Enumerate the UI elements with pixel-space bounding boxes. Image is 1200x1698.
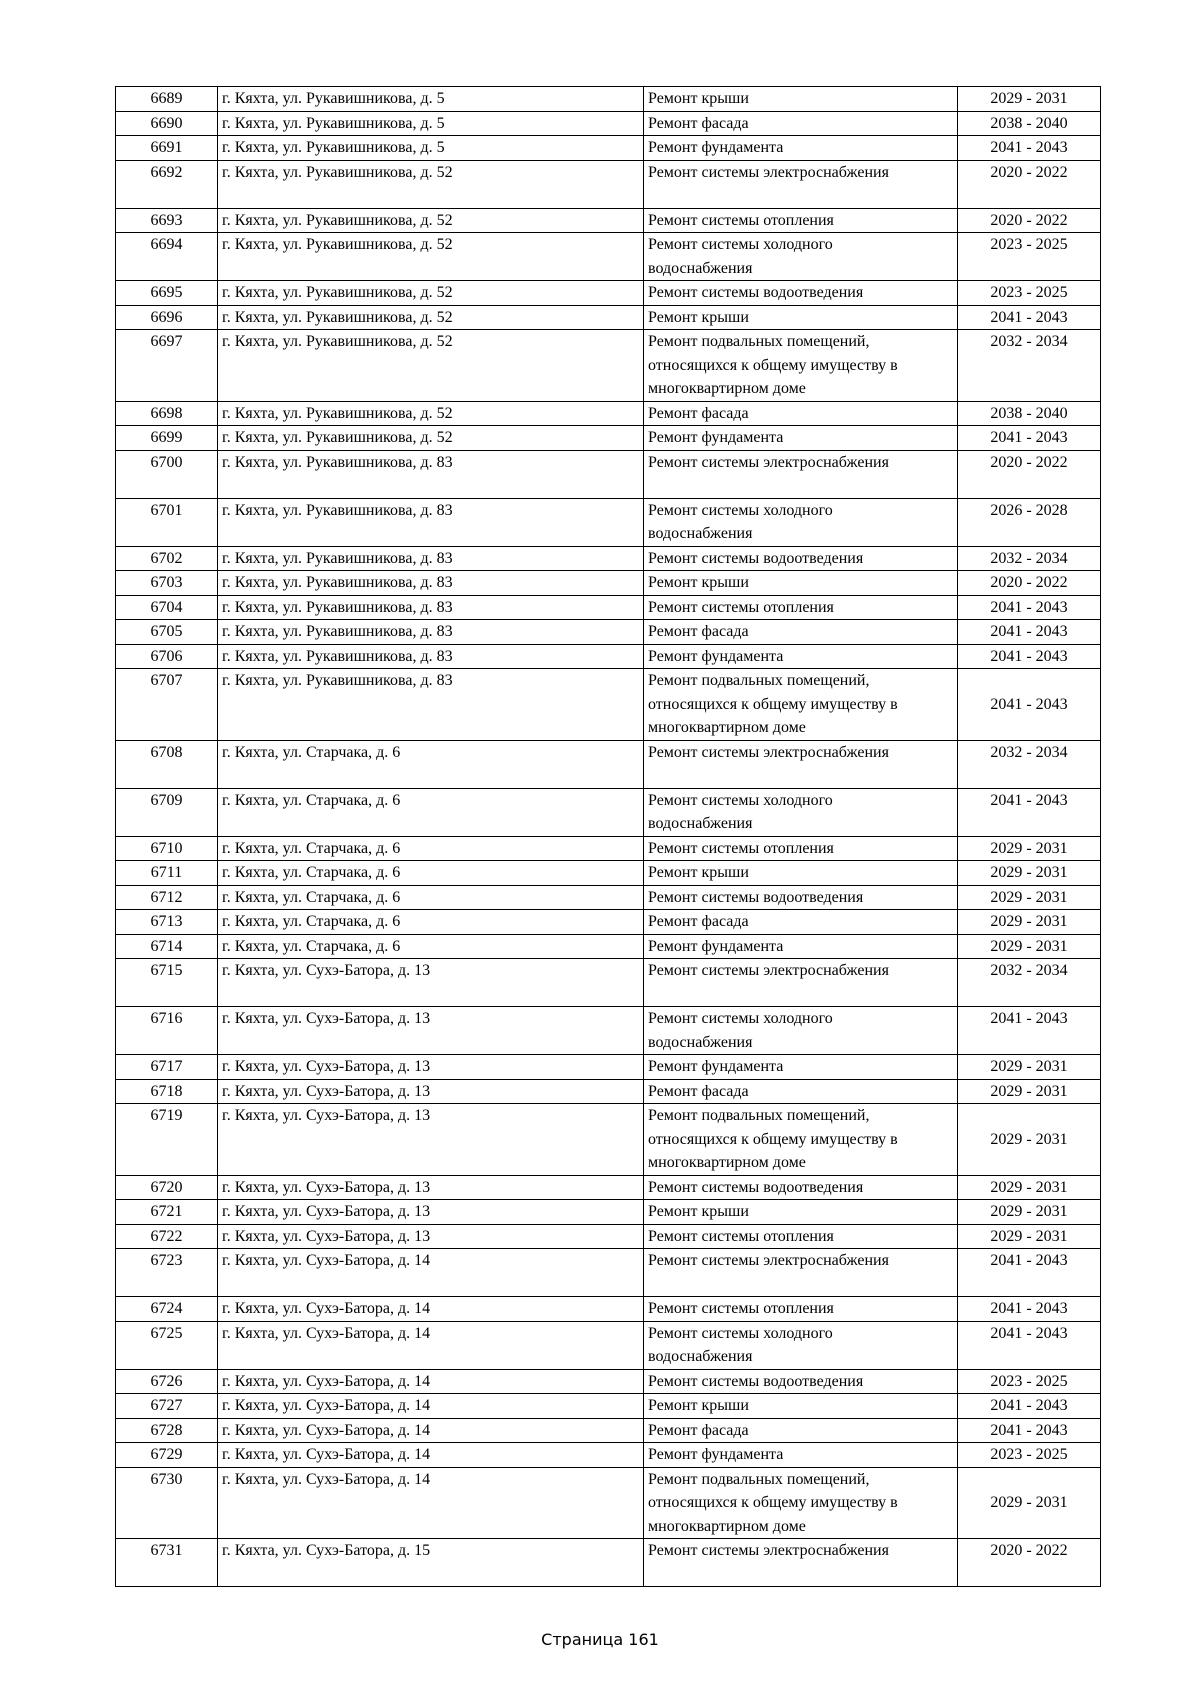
work-type-cell: Ремонт системы водоотведения	[644, 1175, 958, 1200]
work-type-cell: Ремонт фундамента	[644, 1055, 958, 1080]
work-type-cell: Ремонт фасада	[644, 401, 958, 426]
address-cell: г. Кяхта, ул. Рукавишникова, д. 83	[218, 571, 644, 596]
work-type-cell: Ремонт подвальных помещений, относящихся к общему имуществу в многоквартирном доме	[644, 330, 958, 402]
work-type-cell: Ремонт фасада	[644, 910, 958, 935]
period-cell: 2041 - 2043	[958, 1394, 1101, 1419]
work-type-cell: Ремонт системы холодного водоснабжения	[644, 1007, 958, 1055]
address-cell: г. Кяхта, ул. Рукавишникова, д. 83	[218, 546, 644, 571]
table-row	[116, 1297, 1101, 1322]
address-cell: г. Кяхта, ул. Сухэ-Батора, д. 13	[218, 1224, 644, 1249]
table-row	[116, 595, 1101, 620]
work-type-cell: Ремонт системы электроснабжения	[644, 1539, 958, 1587]
work-type-cell: Ремонт подвальных помещений, относящихся к общему имуществу в многоквартирном доме	[644, 1467, 958, 1539]
period-cell: 2029 - 2031	[958, 1079, 1101, 1104]
address-cell: г. Кяхта, ул. Рукавишникова, д. 52	[218, 281, 644, 306]
work-type-cell: Ремонт системы холодного водоснабжения	[644, 788, 958, 836]
table-row	[116, 959, 1101, 1007]
table-row	[116, 571, 1101, 596]
address-cell: г. Кяхта, ул. Рукавишникова, д. 5	[218, 111, 644, 136]
row-number-cell: 6704	[116, 595, 218, 620]
table-row	[116, 498, 1101, 546]
row-number-cell: 6718	[116, 1079, 218, 1104]
address-cell: г. Кяхта, ул. Сухэ-Батора, д. 13	[218, 959, 644, 1007]
table-row	[116, 426, 1101, 451]
row-number-cell: 6724	[116, 1297, 218, 1322]
row-number-cell: 6706	[116, 644, 218, 669]
table-row	[116, 910, 1101, 935]
table-row	[116, 1007, 1101, 1055]
row-number-cell: 6700	[116, 450, 218, 498]
period-cell: 2032 - 2034	[958, 330, 1101, 402]
period-cell: 2041 - 2043	[958, 1321, 1101, 1369]
address-cell: г. Кяхта, ул. Сухэ-Батора, д. 14	[218, 1369, 644, 1394]
period-cell: 2041 - 2043	[958, 305, 1101, 330]
table-row	[116, 208, 1101, 233]
table-row	[116, 861, 1101, 886]
address-cell: г. Кяхта, ул. Рукавишникова, д. 5	[218, 136, 644, 161]
period-cell: 2029 - 2031	[958, 1467, 1101, 1539]
period-cell: 2020 - 2022	[958, 160, 1101, 208]
address-cell: г. Кяхта, ул. Сухэ-Батора, д. 14	[218, 1297, 644, 1322]
address-cell: г. Кяхта, ул. Старчака, д. 6	[218, 861, 644, 886]
row-number-cell: 6691	[116, 136, 218, 161]
table-row	[116, 1443, 1101, 1468]
address-cell: г. Кяхта, ул. Сухэ-Батора, д. 14	[218, 1467, 644, 1539]
period-cell: 2023 - 2025	[958, 233, 1101, 281]
table-row	[116, 1249, 1101, 1297]
period-cell: 2020 - 2022	[958, 208, 1101, 233]
work-type-cell: Ремонт фундамента	[644, 426, 958, 451]
address-cell: г. Кяхта, ул. Сухэ-Батора, д. 13	[218, 1079, 644, 1104]
address-cell: г. Кяхта, ул. Сухэ-Батора, д. 14	[218, 1249, 644, 1297]
work-type-cell: Ремонт системы отопления	[644, 1224, 958, 1249]
work-type-cell: Ремонт крыши	[644, 1200, 958, 1225]
period-cell: 2029 - 2031	[958, 1224, 1101, 1249]
table-row	[116, 885, 1101, 910]
period-cell: 2023 - 2025	[958, 281, 1101, 306]
period-cell: 2041 - 2043	[958, 136, 1101, 161]
work-type-cell: Ремонт подвальных помещений, относящихся к общему имуществу в многоквартирном доме	[644, 1104, 958, 1176]
work-type-cell: Ремонт системы водоотведения	[644, 1369, 958, 1394]
period-cell: 2041 - 2043	[958, 788, 1101, 836]
row-number-cell: 6695	[116, 281, 218, 306]
address-cell: г. Кяхта, ул. Рукавишникова, д. 83	[218, 620, 644, 645]
row-number-cell: 6721	[116, 1200, 218, 1225]
table-row	[116, 330, 1101, 402]
row-number-cell: 6711	[116, 861, 218, 886]
address-cell: г. Кяхта, ул. Рукавишникова, д. 52	[218, 305, 644, 330]
row-number-cell: 6726	[116, 1369, 218, 1394]
work-type-cell: Ремонт системы водоотведения	[644, 885, 958, 910]
work-type-cell: Ремонт фасада	[644, 1079, 958, 1104]
address-cell: г. Кяхта, ул. Рукавишникова, д. 52	[218, 233, 644, 281]
address-cell: г. Кяхта, ул. Рукавишникова, д. 52	[218, 401, 644, 426]
work-type-cell: Ремонт фундамента	[644, 136, 958, 161]
row-number-cell: 6702	[116, 546, 218, 571]
table-row	[116, 1079, 1101, 1104]
table-row	[116, 1539, 1101, 1587]
row-number-cell: 6692	[116, 160, 218, 208]
table-body	[116, 87, 1101, 1587]
period-cell: 2032 - 2034	[958, 740, 1101, 788]
address-cell: г. Кяхта, ул. Старчака, д. 6	[218, 836, 644, 861]
address-cell: г. Кяхта, ул. Сухэ-Батора, д. 15	[218, 1539, 644, 1587]
work-type-cell: Ремонт крыши	[644, 861, 958, 886]
period-cell: 2023 - 2025	[958, 1443, 1101, 1468]
table-row	[116, 1321, 1101, 1369]
period-cell: 2032 - 2034	[958, 959, 1101, 1007]
work-type-cell: Ремонт крыши	[644, 571, 958, 596]
table-row	[116, 136, 1101, 161]
row-number-cell: 6717	[116, 1055, 218, 1080]
row-number-cell: 6701	[116, 498, 218, 546]
row-number-cell: 6694	[116, 233, 218, 281]
period-cell: 2029 - 2031	[958, 861, 1101, 886]
work-type-cell: Ремонт системы холодного водоснабжения	[644, 498, 958, 546]
address-cell: г. Кяхта, ул. Рукавишникова, д. 83	[218, 669, 644, 741]
work-type-cell: Ремонт подвальных помещений, относящихся к общему имуществу в многоквартирном доме	[644, 669, 958, 741]
table-row	[116, 111, 1101, 136]
table-row	[116, 87, 1101, 112]
address-cell: г. Кяхта, ул. Сухэ-Батора, д. 14	[218, 1321, 644, 1369]
row-number-cell: 6710	[116, 836, 218, 861]
period-cell: 2029 - 2031	[958, 885, 1101, 910]
table-row	[116, 305, 1101, 330]
period-cell: 2041 - 2043	[958, 1249, 1101, 1297]
row-number-cell: 6727	[116, 1394, 218, 1419]
work-type-cell: Ремонт системы электроснабжения	[644, 450, 958, 498]
table-row	[116, 788, 1101, 836]
row-number-cell: 6714	[116, 934, 218, 959]
address-cell: г. Кяхта, ул. Старчака, д. 6	[218, 885, 644, 910]
period-cell: 2029 - 2031	[958, 1175, 1101, 1200]
table-row	[116, 450, 1101, 498]
row-number-cell: 6715	[116, 959, 218, 1007]
row-number-cell: 6713	[116, 910, 218, 935]
row-number-cell: 6689	[116, 87, 218, 112]
table-row	[116, 669, 1101, 741]
work-type-cell: Ремонт фасада	[644, 111, 958, 136]
table-row	[116, 1104, 1101, 1176]
work-type-cell: Ремонт системы электроснабжения	[644, 1249, 958, 1297]
table-row	[116, 620, 1101, 645]
work-type-cell: Ремонт фундамента	[644, 644, 958, 669]
row-number-cell: 6723	[116, 1249, 218, 1297]
work-type-cell: Ремонт фасада	[644, 620, 958, 645]
address-cell: г. Кяхта, ул. Рукавишникова, д. 52	[218, 208, 644, 233]
period-cell: 2029 - 2031	[958, 910, 1101, 935]
work-type-cell: Ремонт фасада	[644, 1418, 958, 1443]
period-cell: 2023 - 2025	[958, 1369, 1101, 1394]
address-cell: г. Кяхта, ул. Рукавишникова, д. 83	[218, 498, 644, 546]
table-row	[116, 1055, 1101, 1080]
work-type-cell: Ремонт системы отопления	[644, 208, 958, 233]
table-row	[116, 1418, 1101, 1443]
row-number-cell: 6707	[116, 669, 218, 741]
row-number-cell: 6705	[116, 620, 218, 645]
row-number-cell: 6720	[116, 1175, 218, 1200]
period-cell: 2020 - 2022	[958, 571, 1101, 596]
period-cell: 2032 - 2034	[958, 546, 1101, 571]
row-number-cell: 6708	[116, 740, 218, 788]
table-row	[116, 1224, 1101, 1249]
address-cell: г. Кяхта, ул. Рукавишникова, д. 52	[218, 426, 644, 451]
page-number: Страница 161	[541, 1630, 659, 1649]
row-number-cell: 6716	[116, 1007, 218, 1055]
table-row	[116, 1394, 1101, 1419]
row-number-cell: 6730	[116, 1467, 218, 1539]
period-cell: 2029 - 2031	[958, 836, 1101, 861]
period-cell: 2041 - 2043	[958, 1418, 1101, 1443]
address-cell: г. Кяхта, ул. Рукавишникова, д. 52	[218, 160, 644, 208]
address-cell: г. Кяхта, ул. Рукавишникова, д. 5	[218, 87, 644, 112]
row-number-cell: 6725	[116, 1321, 218, 1369]
period-cell: 2029 - 2031	[958, 1200, 1101, 1225]
work-type-cell: Ремонт системы электроснабжения	[644, 160, 958, 208]
work-type-cell: Ремонт системы электроснабжения	[644, 959, 958, 1007]
address-cell: г. Кяхта, ул. Рукавишникова, д. 83	[218, 450, 644, 498]
period-cell: 2026 - 2028	[958, 498, 1101, 546]
address-cell: г. Кяхта, ул. Сухэ-Батора, д. 14	[218, 1394, 644, 1419]
address-cell: г. Кяхта, ул. Старчака, д. 6	[218, 740, 644, 788]
period-cell: 2041 - 2043	[958, 644, 1101, 669]
table-row	[116, 836, 1101, 861]
address-cell: г. Кяхта, ул. Сухэ-Батора, д. 13	[218, 1175, 644, 1200]
table-row	[116, 644, 1101, 669]
row-number-cell: 6696	[116, 305, 218, 330]
address-cell: г. Кяхта, ул. Сухэ-Батора, д. 13	[218, 1200, 644, 1225]
table-row	[116, 934, 1101, 959]
period-cell: 2029 - 2031	[958, 87, 1101, 112]
address-cell: г. Кяхта, ул. Сухэ-Батора, д. 14	[218, 1443, 644, 1468]
table-row	[116, 160, 1101, 208]
period-cell: 2041 - 2043	[958, 669, 1101, 741]
address-cell: г. Кяхта, ул. Старчака, д. 6	[218, 934, 644, 959]
period-cell: 2041 - 2043	[958, 620, 1101, 645]
table-row	[116, 1467, 1101, 1539]
table-row	[116, 1175, 1101, 1200]
address-cell: г. Кяхта, ул. Сухэ-Батора, д. 13	[218, 1104, 644, 1176]
work-type-cell: Ремонт системы холодного водоснабжения	[644, 233, 958, 281]
address-cell: г. Кяхта, ул. Старчака, д. 6	[218, 910, 644, 935]
address-cell: г. Кяхта, ул. Старчака, д. 6	[218, 788, 644, 836]
row-number-cell: 6728	[116, 1418, 218, 1443]
period-cell: 2029 - 2031	[958, 1104, 1101, 1176]
address-cell: г. Кяхта, ул. Рукавишникова, д. 83	[218, 644, 644, 669]
work-type-cell: Ремонт системы отопления	[644, 836, 958, 861]
row-number-cell: 6722	[116, 1224, 218, 1249]
address-cell: г. Кяхта, ул. Рукавишникова, д. 83	[218, 595, 644, 620]
table-row	[116, 740, 1101, 788]
work-type-cell: Ремонт крыши	[644, 1394, 958, 1419]
table-row	[116, 1200, 1101, 1225]
row-number-cell: 6709	[116, 788, 218, 836]
row-number-cell: 6719	[116, 1104, 218, 1176]
work-type-cell: Ремонт системы водоотведения	[644, 546, 958, 571]
row-number-cell: 6697	[116, 330, 218, 402]
row-number-cell: 6699	[116, 426, 218, 451]
work-type-cell: Ремонт фундамента	[644, 934, 958, 959]
table-row	[116, 401, 1101, 426]
address-cell: г. Кяхта, ул. Рукавишникова, д. 52	[218, 330, 644, 402]
period-cell: 2041 - 2043	[958, 1007, 1101, 1055]
row-number-cell: 6731	[116, 1539, 218, 1587]
row-number-cell: 6729	[116, 1443, 218, 1468]
work-type-cell: Ремонт крыши	[644, 87, 958, 112]
work-type-cell: Ремонт фундамента	[644, 1443, 958, 1468]
address-cell: г. Кяхта, ул. Сухэ-Батора, д. 14	[218, 1418, 644, 1443]
address-cell: г. Кяхта, ул. Сухэ-Батора, д. 13	[218, 1007, 644, 1055]
row-number-cell: 6690	[116, 111, 218, 136]
period-cell: 2020 - 2022	[958, 1539, 1101, 1587]
row-number-cell: 6698	[116, 401, 218, 426]
work-type-cell: Ремонт системы отопления	[644, 1297, 958, 1322]
work-type-cell: Ремонт системы холодного водоснабжения	[644, 1321, 958, 1369]
period-cell: 2041 - 2043	[958, 595, 1101, 620]
work-type-cell: Ремонт системы отопления	[644, 595, 958, 620]
row-number-cell: 6703	[116, 571, 218, 596]
period-cell: 2029 - 2031	[958, 1055, 1101, 1080]
row-number-cell: 6693	[116, 208, 218, 233]
work-type-cell: Ремонт крыши	[644, 305, 958, 330]
row-number-cell: 6712	[116, 885, 218, 910]
work-type-cell: Ремонт системы водоотведения	[644, 281, 958, 306]
period-cell: 2029 - 2031	[958, 934, 1101, 959]
repair-schedule-table	[115, 86, 1101, 1587]
work-type-cell: Ремонт системы электроснабжения	[644, 740, 958, 788]
table-row	[116, 233, 1101, 281]
table-row	[116, 1369, 1101, 1394]
period-cell: 2038 - 2040	[958, 111, 1101, 136]
address-cell: г. Кяхта, ул. Сухэ-Батора, д. 13	[218, 1055, 644, 1080]
period-cell: 2041 - 2043	[958, 426, 1101, 451]
period-cell: 2041 - 2043	[958, 1297, 1101, 1322]
table-row	[116, 546, 1101, 571]
period-cell: 2020 - 2022	[958, 450, 1101, 498]
period-cell: 2038 - 2040	[958, 401, 1101, 426]
table-row	[116, 281, 1101, 306]
